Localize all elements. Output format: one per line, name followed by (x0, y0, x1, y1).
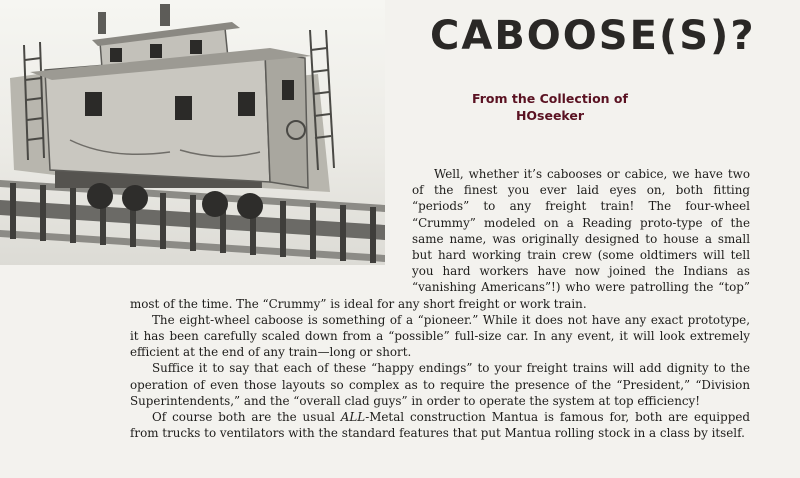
paragraph-4-start: Of course both are the usual (152, 410, 341, 425)
paragraph-4 (130, 409, 750, 441)
credit-line-2: HOseeker (515, 108, 585, 123)
paragraph-1: Well, whether it’s cabooses or cabice, we have two of the finest you ever laid eyes on, both fitting “periods” to any freight train! The four-wheel “Crummy” modeled on a Reading proto-type of the same name, was originally designed to house a small but hard working train crew (some oldtimers will tell you hard workers have now joined the Indians as “vanishing Americans”!) who were patrolling the “top” most of the time. The “Crummy” is ideal for any short freight or work train. (130, 167, 750, 311)
paragraph-2: The eight-wheel caboose is something of a “pioneer.” While it does not have any exact prototype, it has been carefully scaled down from a “possible” full-size car. In any event, it will look extremely efficient at the end of any train—long or short. (130, 312, 750, 360)
collection-credit (430, 90, 670, 124)
paragraph-3: Suffice it to say that each of these “happy endings” to your freight trains will add dignity to the operation of even those layouts so complex as to require the presence of the “President,” “Division Superintendents,” and the “overall clad guys” in order to operate the system at top efficiency! (130, 361, 750, 408)
paragraph-4-end: -Metal construction Mantua is famous for, both are equipped from trucks to ventilators with the standard features that put Mantua rolling stock in a class by itself. (130, 410, 750, 441)
paragraph-4-emphasis: ALL (340, 410, 366, 425)
photo-wrap-spacer (130, 166, 412, 281)
credit-line-1: From the Collection of (472, 91, 628, 106)
headline: CABOOSE(S)? (430, 13, 756, 59)
article-body (130, 166, 750, 441)
